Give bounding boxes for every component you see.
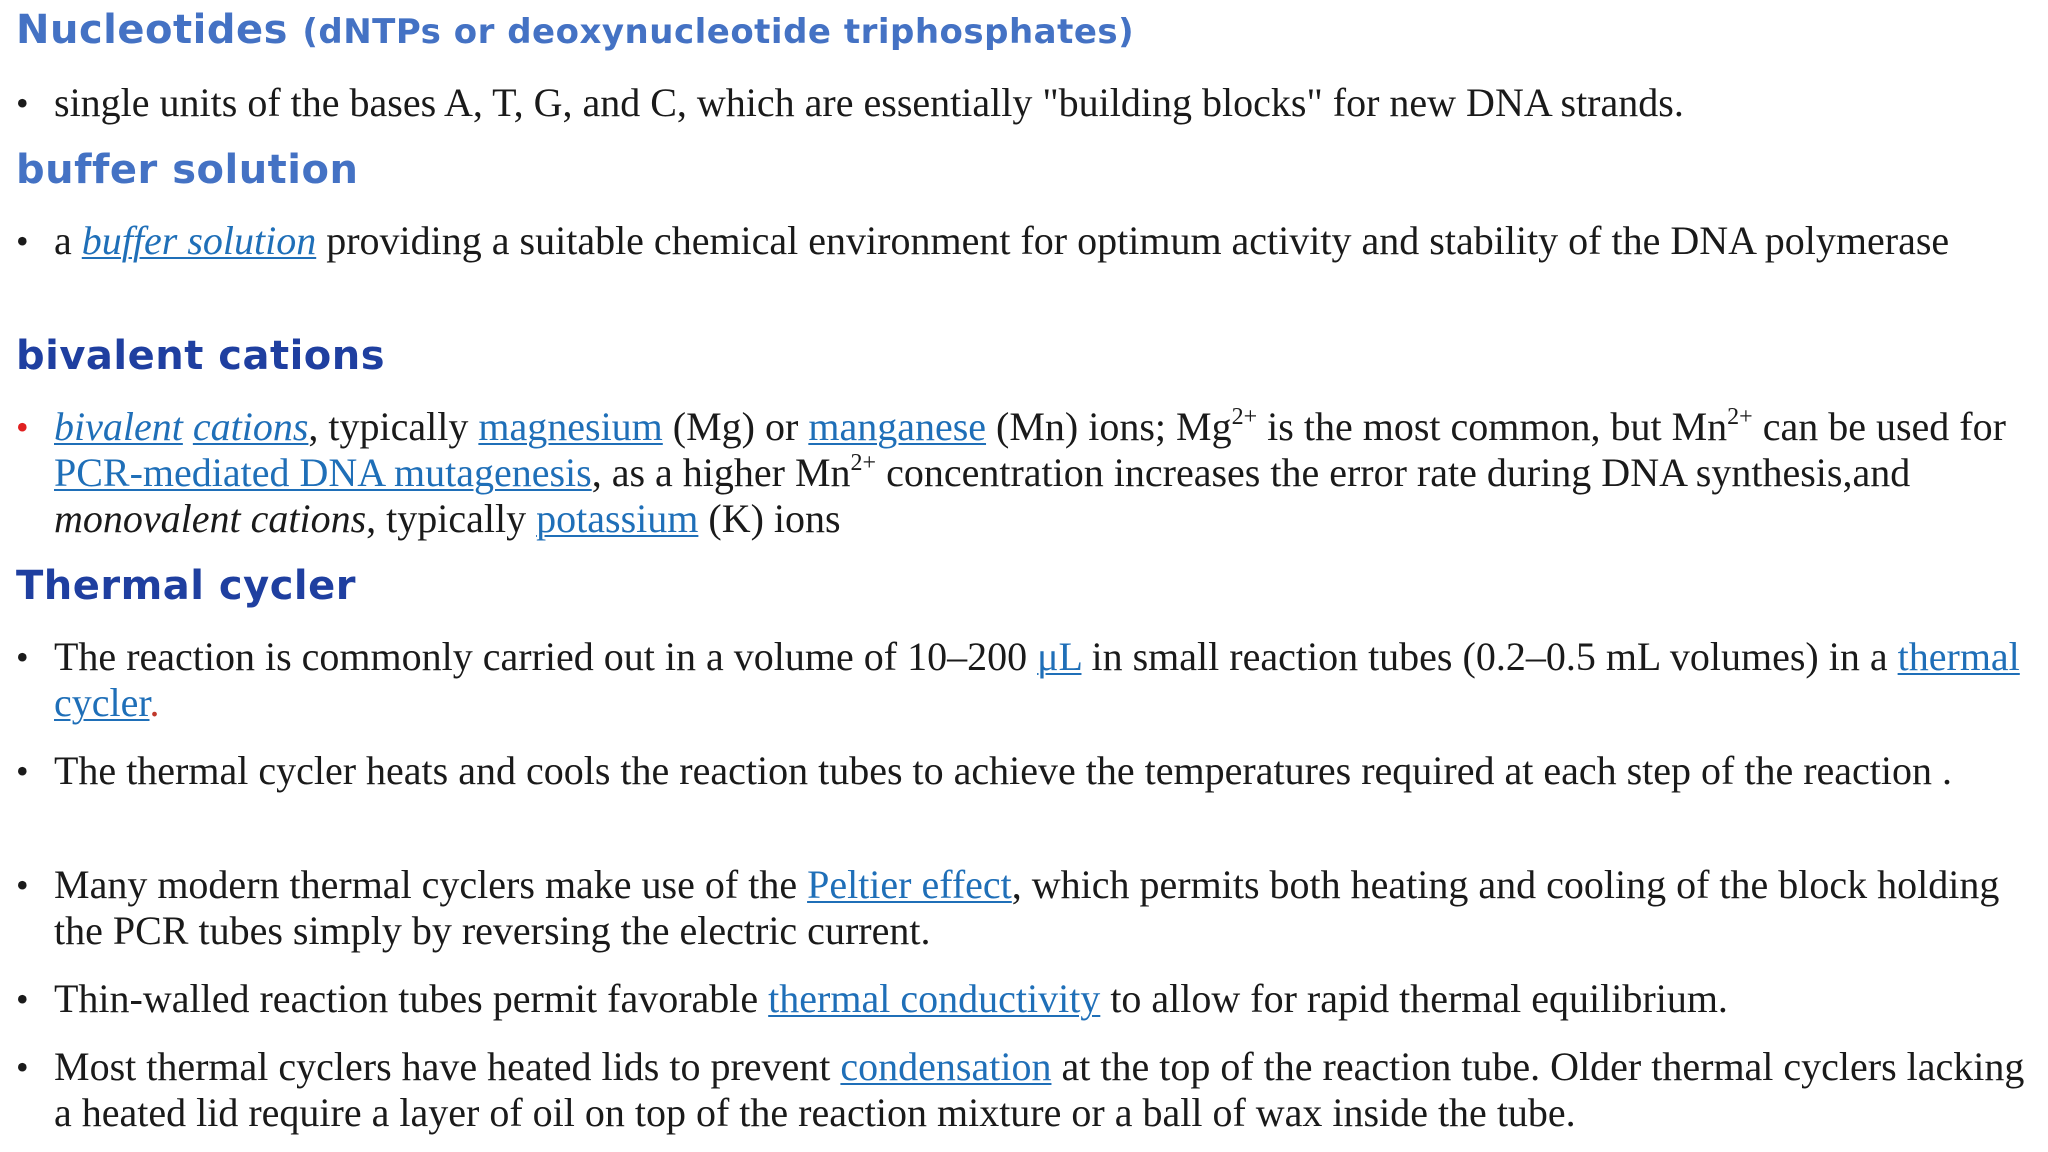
heading-bivalent-cations: bivalent cations	[16, 333, 386, 379]
bullet-dot: •	[16, 979, 29, 1019]
text-run: (Mn) ions; Mg	[986, 404, 1232, 449]
heading-nucleotides-main: Nucleotides	[16, 7, 303, 53]
link-thermal-cycler[interactable]: thermal cycler	[54, 634, 2020, 725]
text-run: to allow for rapid thermal equilibrium.	[1100, 976, 1728, 1021]
heading-nucleotides-paren: (dNTPs or deoxynucleotide triphosphates)	[302, 12, 1135, 52]
superscript: 2+	[1727, 404, 1753, 430]
bullet-nucleotides	[16, 80, 2026, 126]
text-run: in small reaction tubes (0.2–0.5 mL volumes) in a	[1081, 634, 1898, 679]
bullet-thermal-5	[16, 1044, 2026, 1136]
text-run: Thin-walled reaction tubes permit favorable	[54, 976, 769, 1021]
bullet-dot: •	[16, 221, 29, 261]
bullet-text	[54, 634, 2026, 726]
text-run: (Mg) or	[662, 404, 809, 449]
superscript: 2+	[850, 450, 877, 476]
text-run: is the most common, but Mn	[1257, 404, 1728, 449]
bullet-dot: •	[16, 751, 29, 791]
link-bivalent[interactable]: bivalent	[54, 404, 183, 449]
link-pcr-mutagenesis[interactable]: PCR-mediated DNA mutagenesis	[54, 450, 592, 495]
bullet-text: The thermal cycler heats and cools the reaction tubes to achieve the temperatures required at each step of the reaction .	[54, 748, 1953, 793]
link-condensation[interactable]: condensation	[840, 1044, 1052, 1089]
bullet-thermal-3	[16, 862, 2026, 954]
text-period: .	[149, 680, 160, 725]
superscript: 2+	[1231, 404, 1258, 430]
link-magnesium[interactable]: magnesium	[478, 404, 663, 449]
text-run: (K) ions	[698, 496, 841, 541]
text-run: Many modern thermal cyclers make use of the	[54, 862, 808, 907]
bullet-dot: •	[16, 1047, 29, 1087]
link-buffer-solution[interactable]: buffer solution	[81, 218, 317, 263]
bullet-buffer	[16, 218, 2026, 264]
bullet-dot: •	[16, 83, 29, 123]
link-potassium[interactable]: potassium	[536, 496, 699, 541]
text-run: concentration increases the error rate during DNA synthesis,and	[876, 450, 1911, 495]
bullet-text	[54, 1044, 2026, 1136]
link-peltier-effect[interactable]: Peltier effect	[807, 862, 1012, 907]
bullet-text	[54, 218, 2026, 264]
bullet-thermal-1	[16, 634, 2026, 726]
text-run: providing a suitable chemical environment for optimum activity and stability of the DNA polymerase	[316, 218, 1950, 263]
text-run: , which permits both heating and cooling of the block holding the PCR tubes simply by reversing the electric current.	[54, 862, 2000, 953]
text-run: at the top of the reaction tube. Older thermal cyclers lacking a heated lid require a layer of oil on top of the reaction mixture or a ball of wax inside the tube.	[54, 1044, 2025, 1135]
bullet-text	[54, 862, 2026, 954]
link-manganese[interactable]: manganese	[808, 404, 987, 449]
text-run: a	[54, 218, 82, 263]
heading-buffer-solution: buffer solution	[16, 147, 359, 193]
bullet-dot: •	[16, 865, 29, 905]
bullet-bivalent	[16, 404, 2026, 542]
text-run: , typically	[366, 496, 537, 541]
bullet-thermal-2	[16, 748, 2026, 794]
text-run: The reaction is commonly carried out in a volume of 10–200	[54, 634, 1038, 679]
bullet-text	[54, 976, 2026, 1022]
bullet-dot-red: •	[16, 407, 29, 447]
text-run: , typically	[308, 404, 479, 449]
link-cations[interactable]: cations	[192, 404, 309, 449]
text-run: Most thermal cyclers have heated lids to prevent	[54, 1044, 841, 1089]
bullet-dot: •	[16, 637, 29, 677]
text-run: can be used for	[1752, 404, 2006, 449]
heading-thermal-cycler: Thermal cycler	[16, 563, 356, 609]
bullet-thermal-4	[16, 976, 2026, 1022]
link-microliter[interactable]: μL	[1037, 634, 1082, 679]
link-thermal-conductivity[interactable]: thermal conductivity	[768, 976, 1101, 1021]
text-run: , as a higher Mn	[591, 450, 851, 495]
heading-nucleotides	[16, 6, 1134, 56]
bullet-text	[54, 404, 2026, 542]
bullet-text: single units of the bases A, T, G, and C, which are essentially "building blocks" for new DNA strands.	[54, 80, 1684, 125]
text-monovalent-cations: monovalent cations	[54, 496, 367, 541]
